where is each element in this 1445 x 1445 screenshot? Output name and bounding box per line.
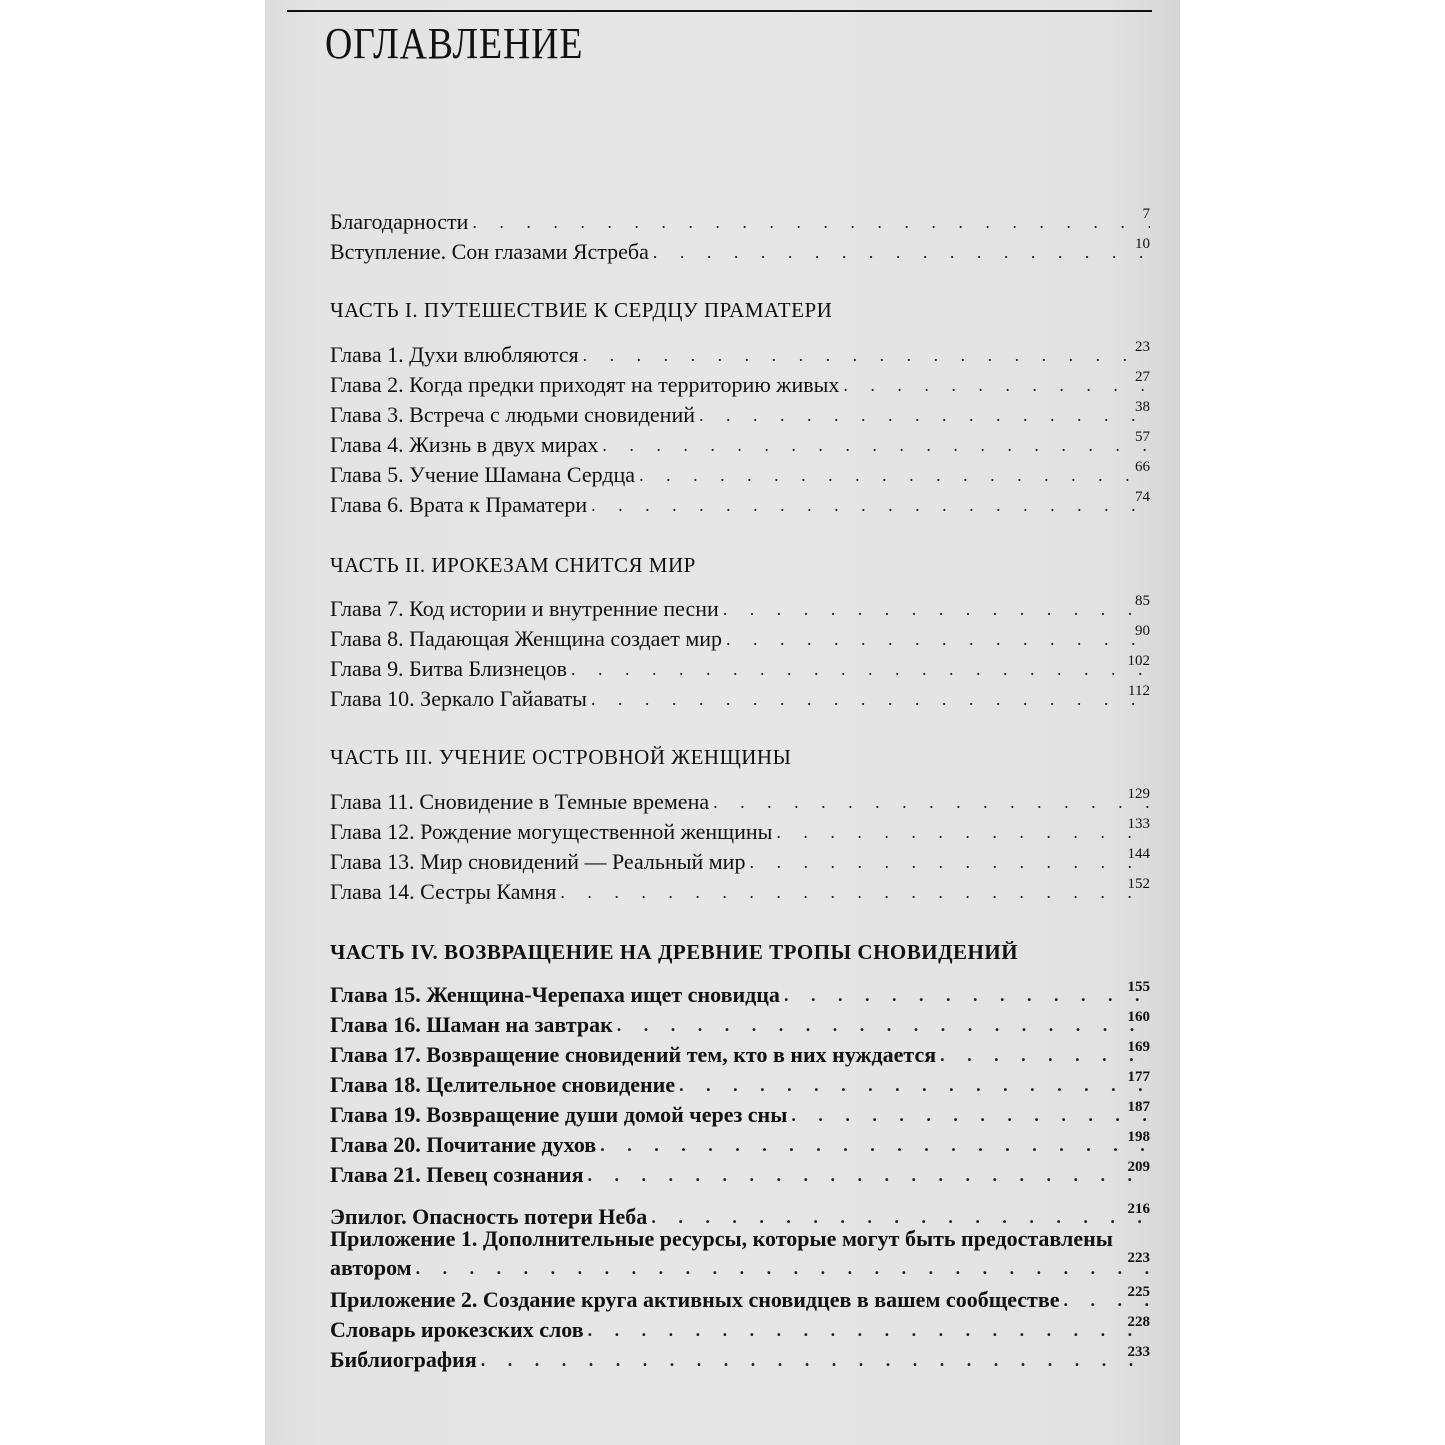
part-heading: ЧАСТЬ III. УЧЕНИЕ ОСТРОВНОЙ ЖЕНЩИНЫ — [330, 745, 792, 769]
leader-dots — [571, 656, 1150, 682]
entry-label: Глава 18. Целительное сновидение — [330, 1072, 676, 1097]
entry-label: Словарь ирокезских слов — [330, 1317, 584, 1342]
leader-dots — [560, 879, 1150, 905]
toc-entry — [330, 1098, 1150, 1128]
toc-entry — [330, 205, 1150, 235]
toc-entry — [330, 875, 1150, 905]
leader-dots — [653, 239, 1150, 265]
leader-dots — [639, 462, 1150, 488]
entry-page: 198 — [1127, 1129, 1150, 1145]
book-page — [265, 0, 1180, 1445]
leader-dots — [481, 1347, 1150, 1373]
leader-dots — [791, 1102, 1150, 1128]
entry-label: Глава 6. Врата к Праматери — [330, 492, 588, 517]
toc-entry — [330, 488, 1150, 518]
entry-label: Глава 13. Мир сновидений — Реальный мир — [330, 849, 746, 874]
entry-page: 177 — [1127, 1069, 1150, 1085]
entry-page: 233 — [1127, 1344, 1150, 1360]
entry-label: Глава 5. Учение Шамана Сердца — [330, 462, 636, 487]
entry-label: Глава 21. Певец сознания — [330, 1162, 584, 1187]
toc-entry — [330, 1038, 1150, 1068]
toc-entry — [330, 1343, 1150, 1373]
leader-dots — [784, 982, 1150, 1008]
entry-page: 144 — [1127, 846, 1150, 862]
entry-label: Приложение 2. Создание круга активных сновидцев в вашем сообществе — [330, 1287, 1060, 1312]
toc-entry — [330, 458, 1150, 488]
page-title: ОГЛАВЛЕНИЕ — [325, 19, 584, 68]
entry-page: 38 — [1135, 399, 1150, 415]
entry-label: Глава 3. Встреча с людьми сновидений — [330, 402, 695, 427]
entry-page: 129 — [1127, 786, 1150, 802]
entry-page: 66 — [1135, 459, 1150, 475]
part-heading: ЧАСТЬ II. ИРОКЕЗАМ СНИТСЯ МИР — [330, 553, 696, 577]
entry-label: Глава 8. Падающая Женщина создает мир — [330, 626, 723, 651]
entry-page: 90 — [1135, 623, 1150, 639]
entry-page: 223 — [1127, 1250, 1150, 1266]
entry-label: Глава 19. Возвращение души домой через сны — [330, 1102, 788, 1127]
entry-page: 228 — [1127, 1314, 1150, 1330]
leader-dots — [602, 432, 1150, 458]
toc-entry — [330, 368, 1150, 398]
leader-dots — [472, 209, 1150, 235]
leader-dots — [723, 596, 1150, 622]
entry-page: 10 — [1135, 236, 1150, 252]
entry-page: 225 — [1127, 1284, 1150, 1300]
toc-entry — [330, 1158, 1150, 1188]
entry-label: Глава 12. Рождение могущественной женщины — [330, 819, 773, 844]
entry-label-line2: автором — [330, 1255, 412, 1280]
entry-label: Вступление. Сон глазами Ястреба — [330, 239, 649, 264]
entry-page: 155 — [1127, 979, 1150, 995]
toc-entry — [330, 785, 1150, 815]
entry-label: Глава 4. Жизнь в двух мирах — [330, 432, 599, 457]
leader-dots — [776, 819, 1150, 845]
entry-page: 7 — [1142, 206, 1150, 222]
entry-page: 216 — [1127, 1201, 1150, 1217]
leader-dots — [843, 372, 1150, 398]
leader-dots — [726, 626, 1150, 652]
toc-entry — [330, 845, 1150, 875]
entry-page: 133 — [1127, 816, 1150, 832]
entry-label: Глава 15. Женщина-Черепаха ищет сновидца — [330, 982, 780, 1007]
entry-label: Глава 11. Сновидение в Темные времена — [330, 789, 710, 814]
entry-page: 187 — [1127, 1099, 1150, 1115]
entry-label: Глава 1. Духи влюбляются — [330, 342, 579, 367]
toc-entry — [330, 682, 1150, 712]
toc-entry — [330, 428, 1150, 458]
toc-entry — [330, 978, 1150, 1008]
entry-label-line2-row — [330, 1250, 1150, 1281]
entry-label: Глава 20. Почитание духов — [330, 1132, 597, 1157]
entry-label: Глава 7. Код истории и внутренние песни — [330, 596, 719, 621]
toc-entry — [330, 1068, 1150, 1098]
leader-dots — [940, 1042, 1150, 1068]
entry-label: Библиография — [330, 1347, 477, 1372]
toc-entry — [330, 592, 1150, 622]
leader-dots — [591, 492, 1150, 518]
part-heading: ЧАСТЬ I. ПУТЕШЕСТВИЕ К СЕРДЦУ ПРАМАТЕРИ — [330, 298, 833, 322]
toc-entry — [330, 815, 1150, 845]
toc-entry — [330, 1008, 1150, 1038]
leader-dots — [416, 1255, 1150, 1281]
toc-entry-multiline — [330, 1225, 1150, 1281]
entry-page: 112 — [1128, 683, 1150, 699]
entry-page: 27 — [1135, 369, 1150, 385]
leader-dots — [588, 1317, 1150, 1343]
entry-label: Глава 14. Сестры Камня — [330, 879, 557, 904]
entry-label: Эпилог. Опасность потери Неба — [330, 1204, 648, 1229]
toc-entry — [330, 398, 1150, 428]
entry-label: Глава 17. Возвращение сновидений тем, кто в них нуждается — [330, 1042, 937, 1067]
entry-label: Глава 9. Битва Близнецов — [330, 656, 568, 681]
toc-entry — [330, 652, 1150, 682]
entry-page: 169 — [1127, 1039, 1150, 1055]
leader-dots — [679, 1072, 1150, 1098]
leader-dots — [587, 1162, 1150, 1188]
entry-page: 85 — [1135, 593, 1150, 609]
leader-dots — [699, 402, 1150, 428]
part-heading: ЧАСТЬ IV. ВОЗВРАЩЕНИЕ НА ДРЕВНИЕ ТРОПЫ СНОВИДЕНИЙ — [330, 940, 1019, 964]
entry-page: 160 — [1127, 1009, 1150, 1025]
entry-page: 23 — [1135, 339, 1150, 355]
toc-entry — [330, 235, 1150, 265]
toc-entry — [330, 1128, 1150, 1158]
leader-dots — [617, 1012, 1150, 1038]
entry-label: Благодарности — [330, 209, 469, 234]
leader-dots — [591, 686, 1150, 712]
entry-label-line1: Приложение 1. Дополнительные ресурсы, которые могут быть предоставлены — [330, 1226, 1113, 1251]
toc-entry — [330, 1313, 1150, 1343]
entry-page: 152 — [1127, 876, 1150, 892]
leader-dots — [583, 342, 1150, 368]
entry-label: Глава 16. Шаман на завтрак — [330, 1012, 613, 1037]
entry-page: 102 — [1127, 653, 1150, 669]
toc-entry — [330, 338, 1150, 368]
toc-entry — [330, 622, 1150, 652]
entry-label: Глава 2. Когда предки приходят на территорию живых — [330, 372, 840, 397]
leader-dots — [749, 849, 1150, 875]
leader-dots — [600, 1132, 1150, 1158]
toc-entry — [330, 1283, 1150, 1313]
top-rule — [287, 10, 1152, 12]
entry-label: Глава 10. Зеркало Гайаваты — [330, 686, 587, 711]
entry-page: 209 — [1127, 1159, 1150, 1175]
leader-dots — [713, 789, 1150, 815]
entry-page: 57 — [1135, 429, 1150, 445]
entry-page: 74 — [1135, 489, 1150, 505]
